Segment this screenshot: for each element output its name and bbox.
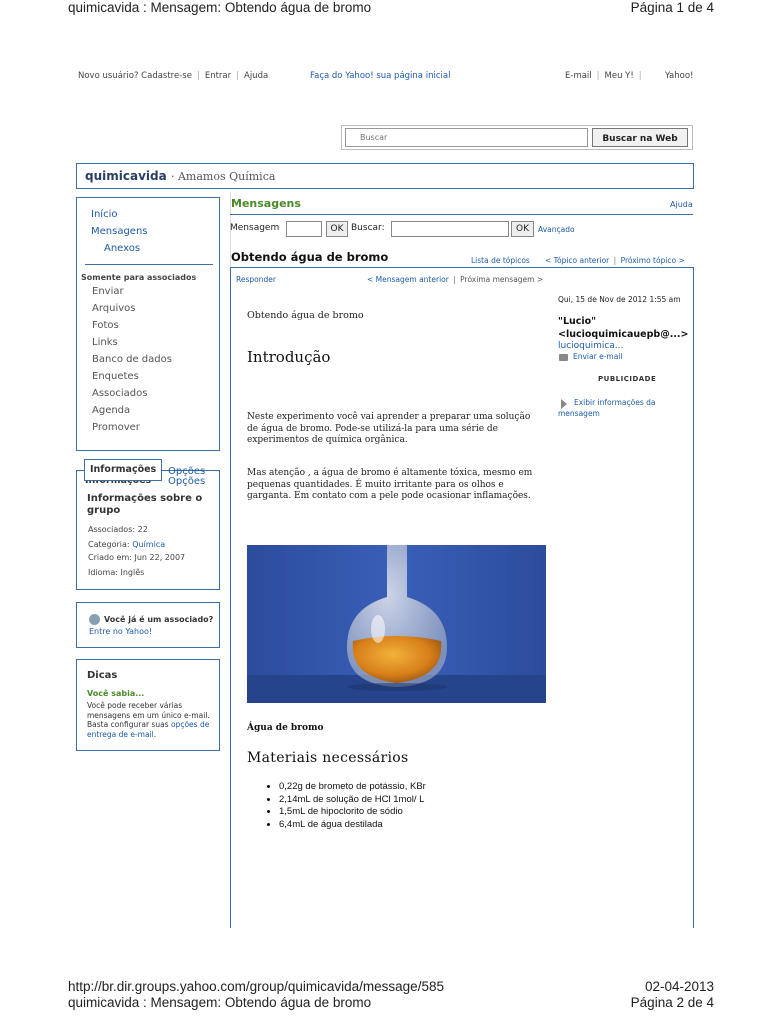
advanced-link[interactable]: Avançado	[538, 225, 575, 234]
envelope-icon	[559, 354, 568, 361]
email-link[interactable]: E-mail	[565, 71, 592, 81]
message-label: Mensagem	[230, 223, 280, 233]
next-message-link[interactable]: Próxima mensagem >	[460, 275, 544, 284]
material-item: • 0,22g de brometo de potássio, KBr	[279, 781, 426, 794]
sender-profile-link[interactable]: lucioquimica...	[558, 341, 624, 351]
help-link[interactable]: Ajuda	[244, 71, 269, 81]
materials-heading: Materiais necessários	[247, 750, 409, 766]
message-nav: < Mensagem anterior | Próxima mensagem >	[367, 275, 544, 284]
reply-link[interactable]: Responder	[236, 275, 276, 284]
intro-heading: Introdução	[247, 348, 331, 366]
search-web-button[interactable]: Buscar na Web	[592, 128, 688, 147]
show-info-link[interactable]: Exibir informações da mensagem	[558, 398, 656, 418]
category-link[interactable]: Química	[132, 540, 166, 549]
print-footer-title: quimicavida : Mensagem: Obtendo água de bromo	[68, 995, 372, 1010]
info-panel	[76, 470, 220, 590]
yahoo-link[interactable]: Yahoo!	[665, 71, 694, 81]
tips-panel	[76, 659, 220, 751]
print-footer-page: Página 2 de 4	[630, 995, 714, 1010]
search-label: Buscar:	[351, 223, 385, 233]
help-link-main[interactable]: Ajuda	[670, 200, 693, 209]
message-search-input[interactable]	[391, 221, 509, 237]
left-menu-panel	[76, 197, 220, 451]
topic-list-link[interactable]: Lista de tópicos	[471, 256, 530, 265]
prev-topic-link[interactable]: < Tópico anterior	[545, 256, 610, 265]
created-date: Criado em: Jun 22, 2007	[88, 553, 186, 562]
flask-illustration	[247, 545, 546, 703]
topic-nav: Lista de tópicos < Tópico anterior | Próximo tópico >	[471, 256, 685, 265]
menu-enquetes[interactable]: Enquetes	[92, 371, 139, 382]
tab-info-label[interactable]: Informações	[90, 464, 157, 475]
tips-heading: Dicas	[87, 670, 118, 681]
materials-list	[279, 781, 426, 831]
login-yahoo-link[interactable]: Entre no Yahoo!	[89, 627, 153, 636]
divider	[85, 264, 213, 265]
menu-banco-de-dados[interactable]: Banco de dados	[92, 354, 172, 365]
intro-paragraph: Neste experimento você vai aprender a preparar uma solução de água de bromo. Pode-se utilizá-la para uma série de experimentos de química orgânica.	[247, 412, 531, 445]
print-header-title: quimicavida : Mensagem: Obtendo água de bromo	[68, 0, 372, 15]
menu-arquivos[interactable]: Arquivos	[92, 303, 136, 314]
material-item: • 1,5mL de hipoclorito de sódio	[279, 806, 426, 819]
menu-fotos[interactable]: Fotos	[92, 320, 119, 331]
login-link[interactable]: Entrar	[204, 71, 232, 81]
prev-message-link[interactable]: < Mensagem anterior	[367, 275, 449, 284]
members-count: Associados: 22	[88, 525, 148, 534]
menu-agenda[interactable]: Agenda	[92, 405, 131, 416]
group-info-heading: Informações sobre o grupo	[87, 493, 203, 516]
language: Idioma: Inglês	[88, 568, 145, 577]
group-title-bar	[76, 163, 694, 189]
menu-mensagens[interactable]: Mensagens	[91, 226, 148, 237]
menu-anexos[interactable]: Anexos	[104, 243, 141, 254]
send-email-link[interactable]: Enviar e-mail	[573, 352, 623, 361]
subject-heading: Obtendo água de bromo	[231, 250, 389, 264]
yahoo-globe-icon	[89, 614, 100, 625]
print-header-page: Página 1 de 4	[630, 0, 714, 15]
image-caption: Água de bromo	[247, 723, 324, 733]
top-nav-left: Novo usuário? Cadastre-se | Entrar | Ajuda	[78, 71, 269, 81]
my-yahoo-link[interactable]: Meu Y!	[604, 71, 634, 81]
sender-email: <lucioquimicauepb@...>	[558, 329, 689, 340]
messages-heading: Mensagens	[231, 197, 301, 210]
warning-paragraph: Mas atenção , a água de bromo é altamente tóxica, mesmo em pequenas quantidades. É muito irritante para os olhos e garganta. Em contato com a pele pode ocasionar inflamações.	[247, 468, 533, 501]
menu-enviar[interactable]: Enviar	[92, 286, 124, 297]
top-nav-right: E-mail | Meu Y! |	[565, 71, 642, 81]
homepage-link[interactable]: Faça do Yahoo! sua página inicial	[310, 71, 451, 81]
category-row	[88, 540, 165, 549]
material-item: • 2,14mL de solução de HCl 1mol/ L	[279, 794, 426, 807]
messages-rule	[230, 214, 693, 215]
member-question: Você já é um associado?	[104, 615, 214, 624]
message-number-input[interactable]	[286, 221, 322, 237]
tab-options[interactable]: Opções	[168, 476, 206, 487]
info-tab-frame	[84, 459, 162, 481]
group-name[interactable]: quimicavida	[85, 169, 167, 183]
sender-name: "Lucio"	[558, 316, 597, 327]
tips-subheading: Você sabia...	[87, 689, 145, 698]
menu-links[interactable]: Links	[92, 337, 118, 348]
ad-label: PUBLICIDADE	[598, 375, 657, 383]
new-user-link[interactable]: Novo usuário? Cadastre-se	[78, 71, 192, 81]
delivery-options-link[interactable]: opções de entrega de e-mail	[87, 720, 210, 739]
material-item: • 6,4mL de água destilada	[279, 819, 426, 832]
tips-end: .	[153, 729, 157, 739]
message-ok-button[interactable]: OK	[326, 221, 348, 237]
member-panel	[76, 602, 220, 648]
menu-associados[interactable]: Associados	[92, 388, 148, 399]
bromine-water-photo	[247, 545, 546, 703]
menu-inicio[interactable]: Início	[91, 209, 118, 220]
tab-options-label[interactable]: Opções	[168, 466, 206, 477]
body-small-title: Obtendo água de bromo	[247, 310, 364, 321]
members-only-heading: Somente para associados	[81, 273, 197, 282]
print-footer-date: 02-04-2013	[644, 979, 714, 994]
search-ok-button[interactable]: OK	[511, 221, 534, 237]
tips-text-block	[87, 701, 211, 739]
search-input[interactable]	[345, 128, 588, 147]
print-footer-url: http://br.dir.groups.yahoo.com/group/quimicavida/message/585	[68, 979, 444, 994]
menu-promover[interactable]: Promover	[92, 422, 140, 433]
tips-text: Você pode receber várias mensagens em um único e-mail. Basta configurar suas	[87, 701, 210, 729]
next-topic-link[interactable]: Próximo tópico >	[620, 256, 685, 265]
category-label: Categoria:	[88, 540, 130, 549]
group-tagline: · Amamos Química	[171, 170, 276, 183]
message-date: Qui, 15 de Nov de 2012 1:55 am	[558, 295, 681, 304]
